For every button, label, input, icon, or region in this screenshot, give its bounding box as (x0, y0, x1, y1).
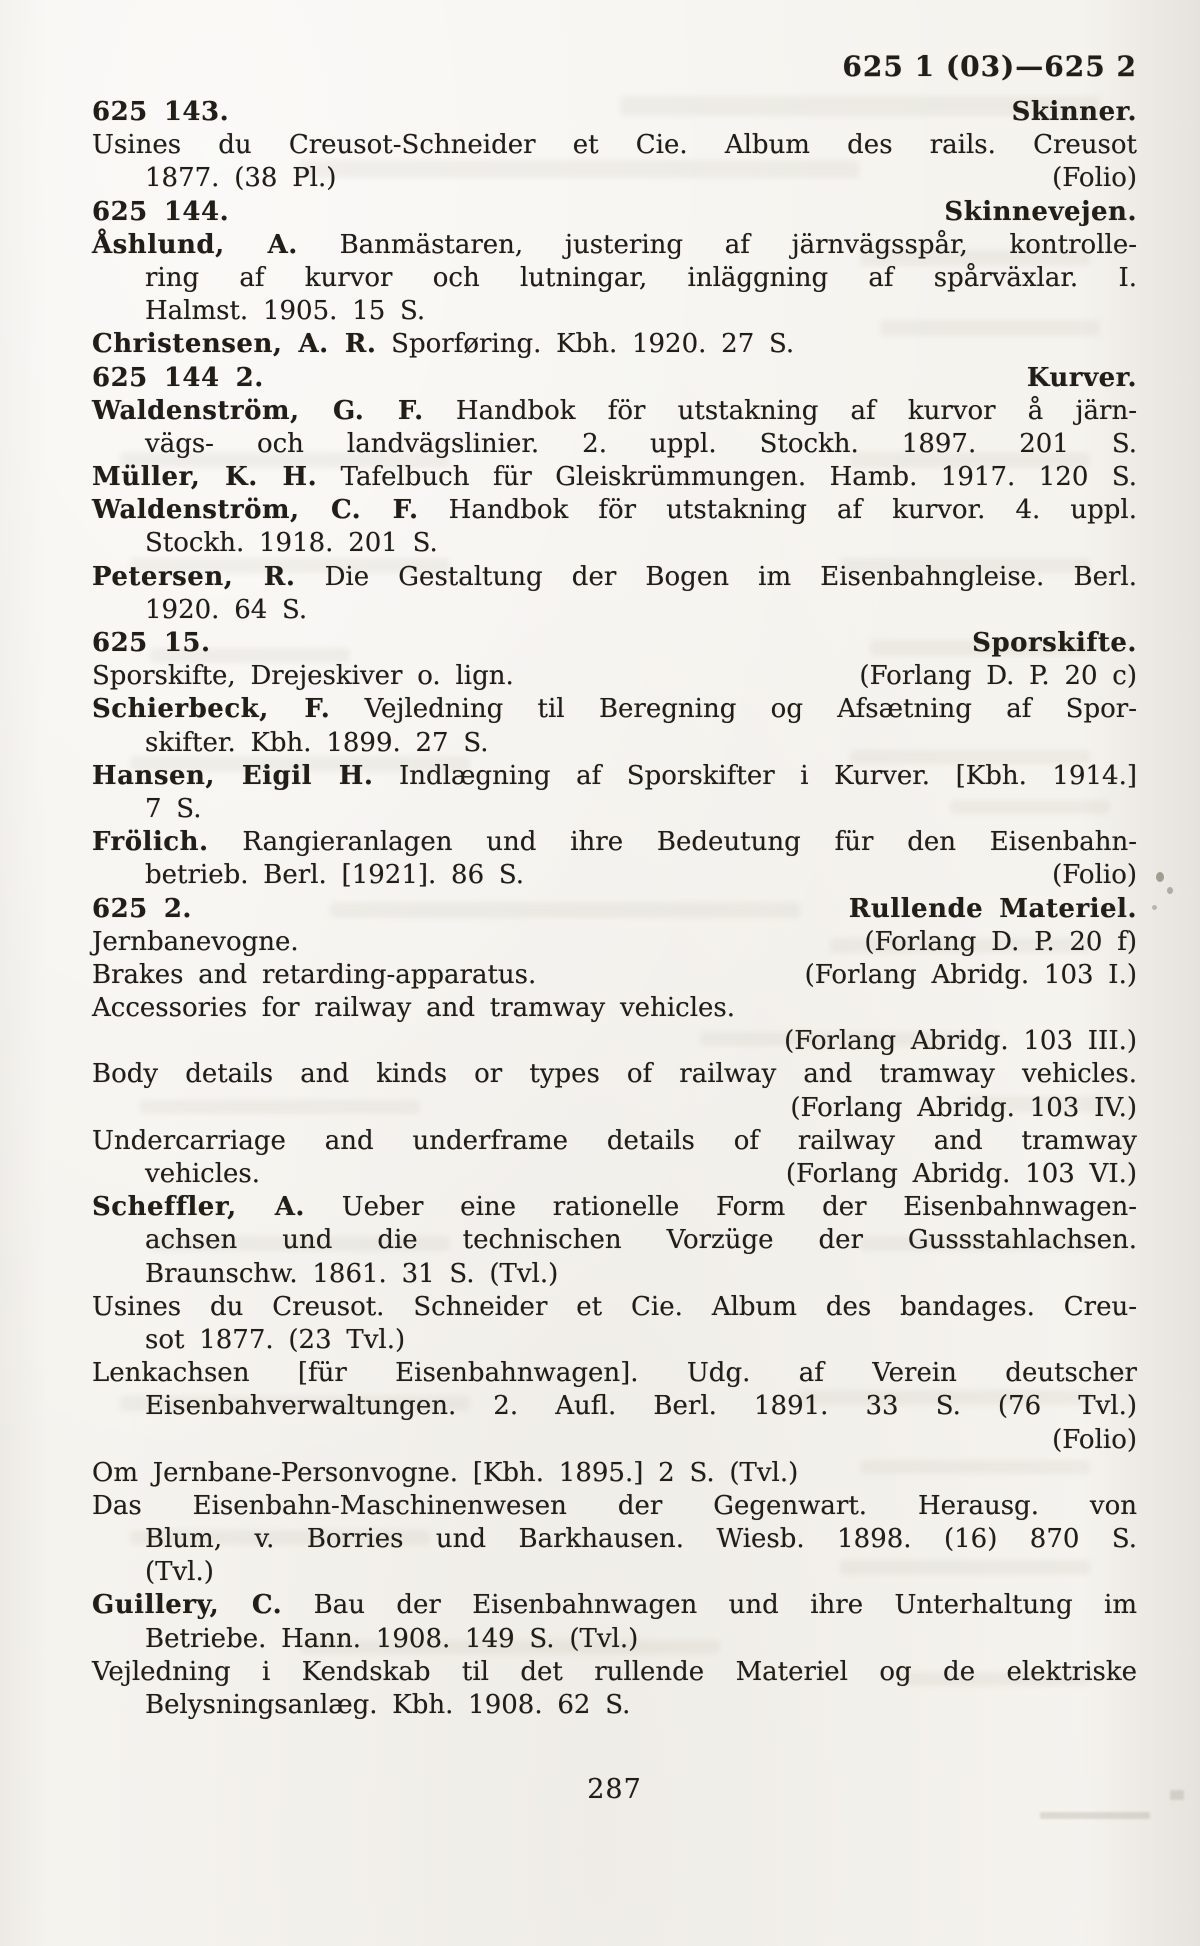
classification-number: 625 144. (92, 196, 230, 227)
entry-line (92, 1058, 1137, 1091)
entry-line (92, 428, 1137, 461)
entry-line (92, 162, 1137, 195)
author-name: Åshlund, A. (92, 229, 298, 260)
entry-line (92, 395, 1137, 428)
entry-line (92, 262, 1137, 295)
entry-line (92, 760, 1137, 793)
entry-line (92, 1424, 1137, 1457)
entry-text: Guillery, C. Bau der Eisenbahnwagen und ihre Unterhaltung im (92, 1590, 1137, 1621)
entry-line (92, 196, 1137, 229)
entry-line (92, 826, 1137, 859)
entry-line (92, 328, 1137, 361)
entry-text: Blum, v. Borries und Barkhausen. Wiesb. 1898. (16) 870 S. (145, 1524, 1137, 1555)
entry-line (92, 926, 1137, 959)
author-name: Schierbeck, F. (92, 694, 331, 725)
entry-text: ring af kurvor och lutningar, inläggning af spårväxlar. I. (145, 262, 1137, 293)
entry-text: Müller, K. H. Tafelbuch für Gleiskrümmungen. Hamb. 1917. 120 S. (92, 462, 1137, 493)
entry-line (92, 461, 1137, 494)
entry-line (92, 527, 1137, 560)
section-title: Skinner. (1011, 97, 1137, 127)
classification-range-header: 625 1 (03)—625 2 (842, 50, 1137, 83)
entry-text: Undercarriage and underframe details of railway and tramway (92, 1125, 1137, 1156)
section-title: Rullende Materiel. (848, 893, 1137, 924)
entry-text: Halmst. 1905. 15 S. (145, 296, 426, 327)
entry-text: 7 S. (145, 793, 202, 824)
reference-note: (Folio) (1052, 1424, 1137, 1455)
entry-text: (Tvl.) (145, 1557, 214, 1588)
entry-line (92, 1623, 1137, 1656)
entry-line (92, 859, 1137, 892)
entry-line (92, 362, 1137, 395)
entry-text: Lenkachsen [für Eisenbahnwagen]. Udg. af Verein deutscher (92, 1358, 1137, 1389)
entry-text: Braunschw. 1861. 31 S. (Tvl.) (145, 1258, 559, 1289)
entry-text: Christensen, A. R. Sporføring. Kbh. 1920. 27 S. (92, 329, 795, 360)
entry-text: vägs- och landvägslinier. 2. uppl. Stockh. 1897. 201 S. (145, 428, 1137, 459)
entry-line (92, 229, 1137, 262)
entry-line (92, 1523, 1137, 1556)
entry-text: Waldenström, C. F. Handbok för utstakning af kurvor. 4. uppl. (92, 495, 1137, 526)
entry-text: Sporskifte, Drejeskiver o. lign. (92, 661, 514, 692)
entry-text: Schierbeck, F. Vejledning til Beregning og Afsætning af Spor- (92, 694, 1137, 725)
classification-number: 625 144 2. (92, 362, 264, 393)
entry-line (92, 1357, 1137, 1390)
reference-note: (Forlang D. P. 20 f) (864, 926, 1137, 957)
entry-text: Accessories for railway and tramway vehicles. (92, 993, 736, 1024)
entry-text: Stockh. 1918. 201 S. (145, 528, 438, 559)
entry-line (92, 1589, 1137, 1622)
entry-text: Scheffler, A. Ueber eine rationelle Form der Eisenbahnwagen- (92, 1192, 1137, 1223)
entry-text (92, 196, 229, 229)
reference-note: (Forlang Abridg. 103 IV.) (790, 1092, 1137, 1123)
entry-text: Waldenström, G. F. Handbok för utstakning af kurvor å järn- (92, 395, 1137, 426)
entry-text: Betriebe. Hann. 1908. 149 S. (Tvl.) (145, 1623, 639, 1654)
entry-line (92, 1656, 1137, 1689)
entry-text: Belysningsanlæg. Kbh. 1908. 62 S. (145, 1690, 631, 1720)
entry-text: 1877. (38 Pl.) (145, 163, 337, 194)
author-name: Hansen, Eigil H. (92, 760, 374, 791)
entry-line (92, 129, 1137, 162)
classification-number: 625 2. (92, 893, 192, 924)
entry-text: Usines du Creusot. Schneider et Cie. Album des bandages. Creu- (92, 1291, 1137, 1322)
entry-text (92, 96, 229, 129)
entry-text: 1920. 64 S. (145, 594, 308, 625)
entry-line (92, 660, 1137, 693)
author-name: Scheffler, A. (92, 1192, 305, 1223)
entry-line (92, 1556, 1137, 1589)
author-name: Frölich. (92, 827, 209, 858)
entry-text: Petersen, R. Die Gestaltung der Bogen im Eisenbahngleise. Berl. (92, 561, 1137, 592)
entry-text: Jernbanevogne. (92, 926, 299, 957)
entry-line (92, 893, 1137, 926)
entry-line (92, 1125, 1137, 1158)
entry-line (92, 1092, 1137, 1125)
entry-text (92, 893, 192, 926)
entry-line (92, 1291, 1137, 1324)
author-name: Müller, K. H. (92, 462, 318, 493)
entry-line (92, 959, 1137, 992)
entry-line (92, 295, 1137, 328)
classification-number: 625 15. (92, 628, 211, 658)
entry-line (92, 1025, 1137, 1058)
entry-line (92, 1191, 1137, 1224)
reference-note: (Folio) (1052, 860, 1137, 891)
entry-line (92, 1258, 1137, 1291)
reference-note: (Forlang Abridg. 103 VI.) (785, 1159, 1137, 1189)
entry-text: Brakes and retarding-apparatus. (92, 959, 537, 990)
reference-note: (Forlang Abridg. 103 I.) (804, 959, 1137, 990)
entry-line (92, 727, 1137, 760)
entry-text: Usines du Creusot-Schneider et Cie. Album des rails. Creusot (92, 130, 1137, 161)
entry-line (92, 1158, 1137, 1191)
entry-lines (92, 96, 1137, 1722)
entry-line (92, 1390, 1137, 1423)
entry-line (92, 494, 1137, 527)
section-title: Sporskifte. (972, 628, 1137, 658)
entry-text: Body details and kinds or types of railway and tramway vehicles. (92, 1059, 1137, 1090)
section-title: Skinnevejen. (944, 196, 1137, 227)
entry-line (92, 793, 1137, 826)
reference-note: (Folio) (1052, 163, 1137, 194)
entry-text: betrieb. Berl. [1921]. 86 S. (145, 860, 525, 891)
pencil-mark (1040, 1812, 1150, 1819)
entry-text: skifter. Kbh. 1899. 27 S. (145, 727, 489, 758)
section-title: Kurver. (1026, 362, 1137, 393)
author-name: Petersen, R. (92, 561, 296, 592)
entry-line (92, 1224, 1137, 1257)
reference-note: (Forlang D. P. 20 c) (859, 661, 1137, 692)
entry-line (92, 1457, 1137, 1490)
page-number: 287 (587, 1774, 642, 1806)
entry-text: vehicles. (145, 1159, 261, 1189)
entry-text (92, 362, 264, 395)
author-name: Waldenström, C. F. (92, 495, 419, 526)
author-name: Christensen, A. R. (92, 329, 377, 360)
entry-line (92, 96, 1137, 129)
entry-line (92, 992, 1137, 1025)
entry-line (92, 1490, 1137, 1523)
entry-line (92, 627, 1137, 660)
entry-text: Åshlund, A. Banmästaren, justering af järnvägsspår, kontrolle- (92, 229, 1137, 260)
entry-text: Eisenbahverwaltungen. 2. Aufl. Berl. 1891. 33 S. (76 Tvl.) (145, 1391, 1137, 1422)
entry-text: Vejledning i Kendskab til det rullende Materiel og de elektriske (92, 1656, 1137, 1687)
author-name: Guillery, C. (92, 1590, 283, 1621)
entry-line (92, 1324, 1137, 1357)
entry-text: achsen und die technischen Vorzüge der Gussstahlachsen. (145, 1225, 1137, 1256)
entry-text (92, 627, 211, 660)
entry-line (92, 594, 1137, 627)
entry-line (92, 561, 1137, 594)
entry-text: sot 1877. (23 Tvl.) (145, 1324, 406, 1355)
reference-note: (Forlang Abridg. 103 III.) (784, 1026, 1137, 1057)
entry-text: Om Jernbane-Personvogne. [Kbh. 1895.] 2 S. (Tvl.) (92, 1457, 799, 1488)
entry-text: Frölich. Rangieranlagen und ihre Bedeutung für den Eisenbahn- (92, 827, 1137, 858)
entry-line (92, 693, 1137, 726)
entry-text: Das Eisenbahn-Maschinenwesen der Gegenwart. Herausg. von (92, 1490, 1137, 1521)
entry-text: Hansen, Eigil H. Indlægning af Sporskifter i Kurver. [Kbh. 1914.] (92, 760, 1137, 791)
entry-line (92, 1689, 1137, 1722)
author-name: Waldenström, G. F. (92, 395, 424, 426)
classification-number: 625 143. (92, 97, 230, 127)
